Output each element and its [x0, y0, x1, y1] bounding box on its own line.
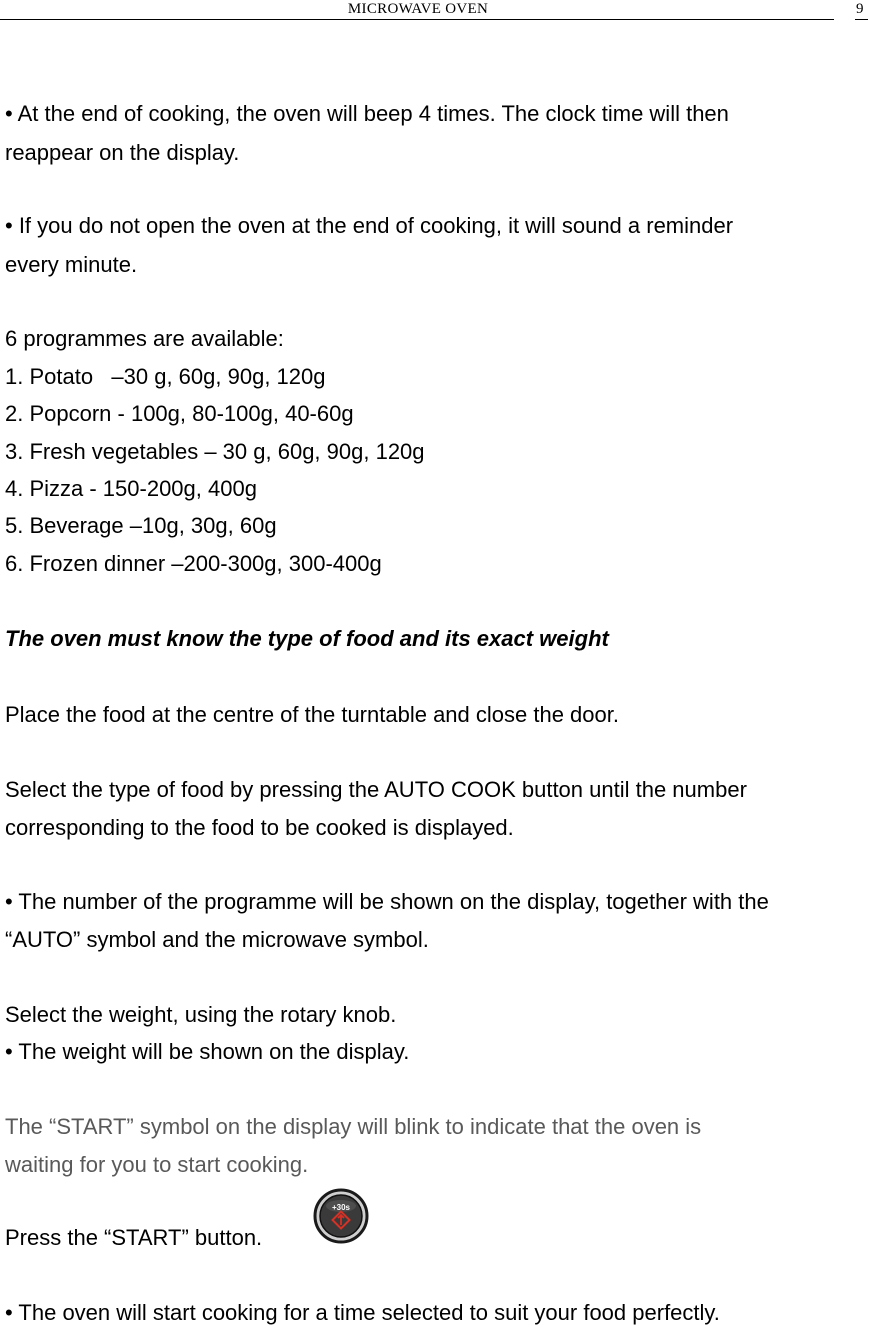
header-title: MICROWAVE OVEN [347, 1, 489, 17]
select-type-line-1: Select the type of food by pressing the AUTO COOK button until the number [5, 777, 747, 802]
start-button-icon [313, 1188, 369, 1244]
programmes-intro: 6 programmes are available: [5, 326, 284, 351]
start-button-icon-label: +30s [331, 1203, 351, 1212]
paragraph-reminder-line-1: • If you do not open the oven at the end of cooking, it will sound a reminder [5, 213, 734, 238]
programme-item-popcorn: 2. Popcorn - 100g, 80-100g, 40-60g [5, 401, 354, 426]
header-divider [0, 19, 834, 20]
programme-number-line-2: “AUTO” symbol and the microwave symbol. [5, 927, 429, 952]
select-type-line-2: corresponding to the food to be cooked is displayed. [5, 815, 514, 840]
programme-item-beverage: 5. Beverage –10g, 30g, 60g [5, 513, 277, 538]
page-number-underline [855, 19, 868, 20]
weight-shown-note: • The weight will be shown on the display. [5, 1039, 410, 1064]
programme-item-potato: 1. Potato –30 g, 60g, 90g, 120g [5, 364, 326, 389]
press-start-instruction: Press the “START” button. [5, 1225, 263, 1250]
programme-item-frozen-dinner: 6. Frozen dinner –200-300g, 300-400g [5, 551, 382, 576]
paragraph-reminder-line-2: every minute. [5, 252, 138, 277]
programme-item-pizza: 4. Pizza - 150-200g, 400g [5, 476, 257, 501]
final-note: • The oven will start cooking for a time selected to suit your food perfectly. [5, 1300, 720, 1325]
programme-item-fresh-vegetables: 3. Fresh vegetables – 30 g, 60g, 90g, 120g [5, 439, 425, 464]
place-food-instruction: Place the food at the centre of the turntable and close the door. [5, 702, 619, 727]
select-weight-instruction: Select the weight, using the rotary knob. [5, 1002, 397, 1027]
start-blink-line-2: waiting for you to start cooking. [5, 1152, 309, 1177]
programme-number-line-1: • The number of the programme will be shown on the display, together with the [5, 889, 769, 914]
paragraph-end-beep-line-1: • At the end of cooking, the oven will beep 4 times. The clock time will then [5, 101, 729, 126]
start-blink-line-1: The “START” symbol on the display will blink to indicate that the oven is [5, 1114, 702, 1139]
page-number: 9 [856, 1, 864, 17]
paragraph-end-beep-line-2: reappear on the display. [5, 140, 240, 165]
emphasis-heading: The oven must know the type of food and its exact weight [5, 626, 609, 651]
